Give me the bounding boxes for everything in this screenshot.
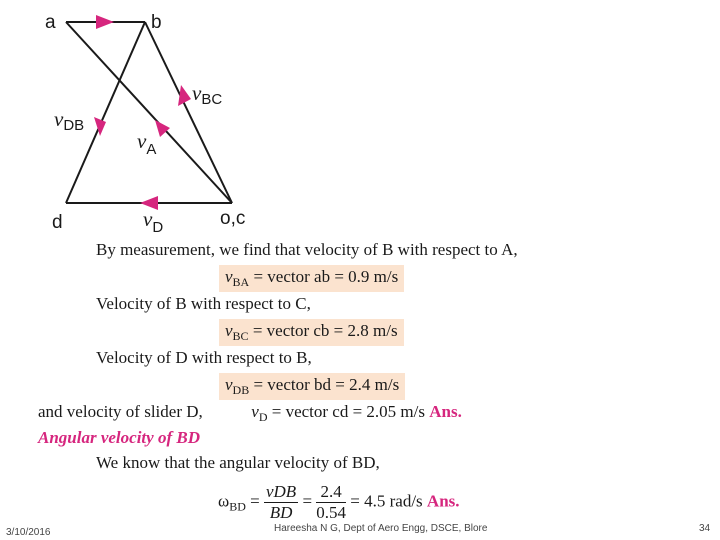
footer-credit: Hareesha N G, Dept of Aero Engg, DSCE, Blore: [274, 523, 488, 534]
page-number: 34: [699, 523, 711, 534]
vd-label: $v_D$: [143, 207, 164, 236]
line-b-d: [66, 22, 145, 203]
omega-symbol: ω: [218, 491, 230, 511]
text-line-5: We know that the angular velocity of BD,: [96, 453, 380, 472]
vd-symbol: v: [251, 402, 259, 421]
text-line-1: By measurement, we find that velocity of B with respect to A,: [96, 240, 518, 259]
va-label: $v_A$: [137, 129, 157, 158]
text-line-4: [38, 402, 462, 425]
line-a-oc: [66, 22, 232, 203]
text-line-3: Velocity of D with respect to B,: [96, 348, 312, 367]
vdb-label: vDB: [54, 107, 85, 134]
vbc-label: vBC: [192, 81, 223, 108]
section-heading: Angular velocity of BD: [38, 428, 200, 447]
formula-ans: Ans.: [426, 491, 460, 511]
fraction-numeric: $\frac{2.4}{0.54}$: [316, 482, 347, 522]
formula-result: = 4.5 rad/s: [350, 491, 427, 511]
point-b-label: b: [151, 12, 162, 33]
line-b-oc: [145, 22, 232, 203]
ans-label: Ans.: [429, 402, 462, 421]
fraction-symbolic: $\frac{\text{vDB}}{BD}$: [265, 482, 297, 522]
arrow-va: [155, 120, 170, 137]
result-box-vba: $v_{BA}$ = vector ab = 0.9 m/s: [219, 265, 404, 292]
velocity-diagram: [0, 0, 720, 240]
text-line-2: Velocity of B with respect to C,: [96, 294, 311, 313]
point-d-label: d: [52, 212, 63, 233]
slider-prefix: and velocity of slider D,: [38, 402, 203, 421]
result-box-vbc: $v_{BC}$ = vector cb = 2.8 m/s: [219, 319, 404, 346]
point-oc-label: o,c: [220, 208, 246, 229]
angular-velocity-formula: $\omega_{BD}$ = $\frac{\text{vDB}}{BD}$ = $\frac{2.4}{0.54}$ = 4.5 rad/s Ans.: [218, 482, 460, 522]
vd-result: = vector cd = 2.05 m/s: [267, 402, 430, 421]
footer-date: 3/10/2016: [6, 527, 51, 538]
vd-sub: D: [258, 410, 268, 424]
arrow-ab: [96, 15, 114, 29]
omega-sub: BD: [229, 499, 246, 514]
point-a-label: a: [45, 12, 56, 33]
result-box-vdb: $v_{DB}$ = vector bd = 2.4 m/s: [219, 373, 405, 400]
